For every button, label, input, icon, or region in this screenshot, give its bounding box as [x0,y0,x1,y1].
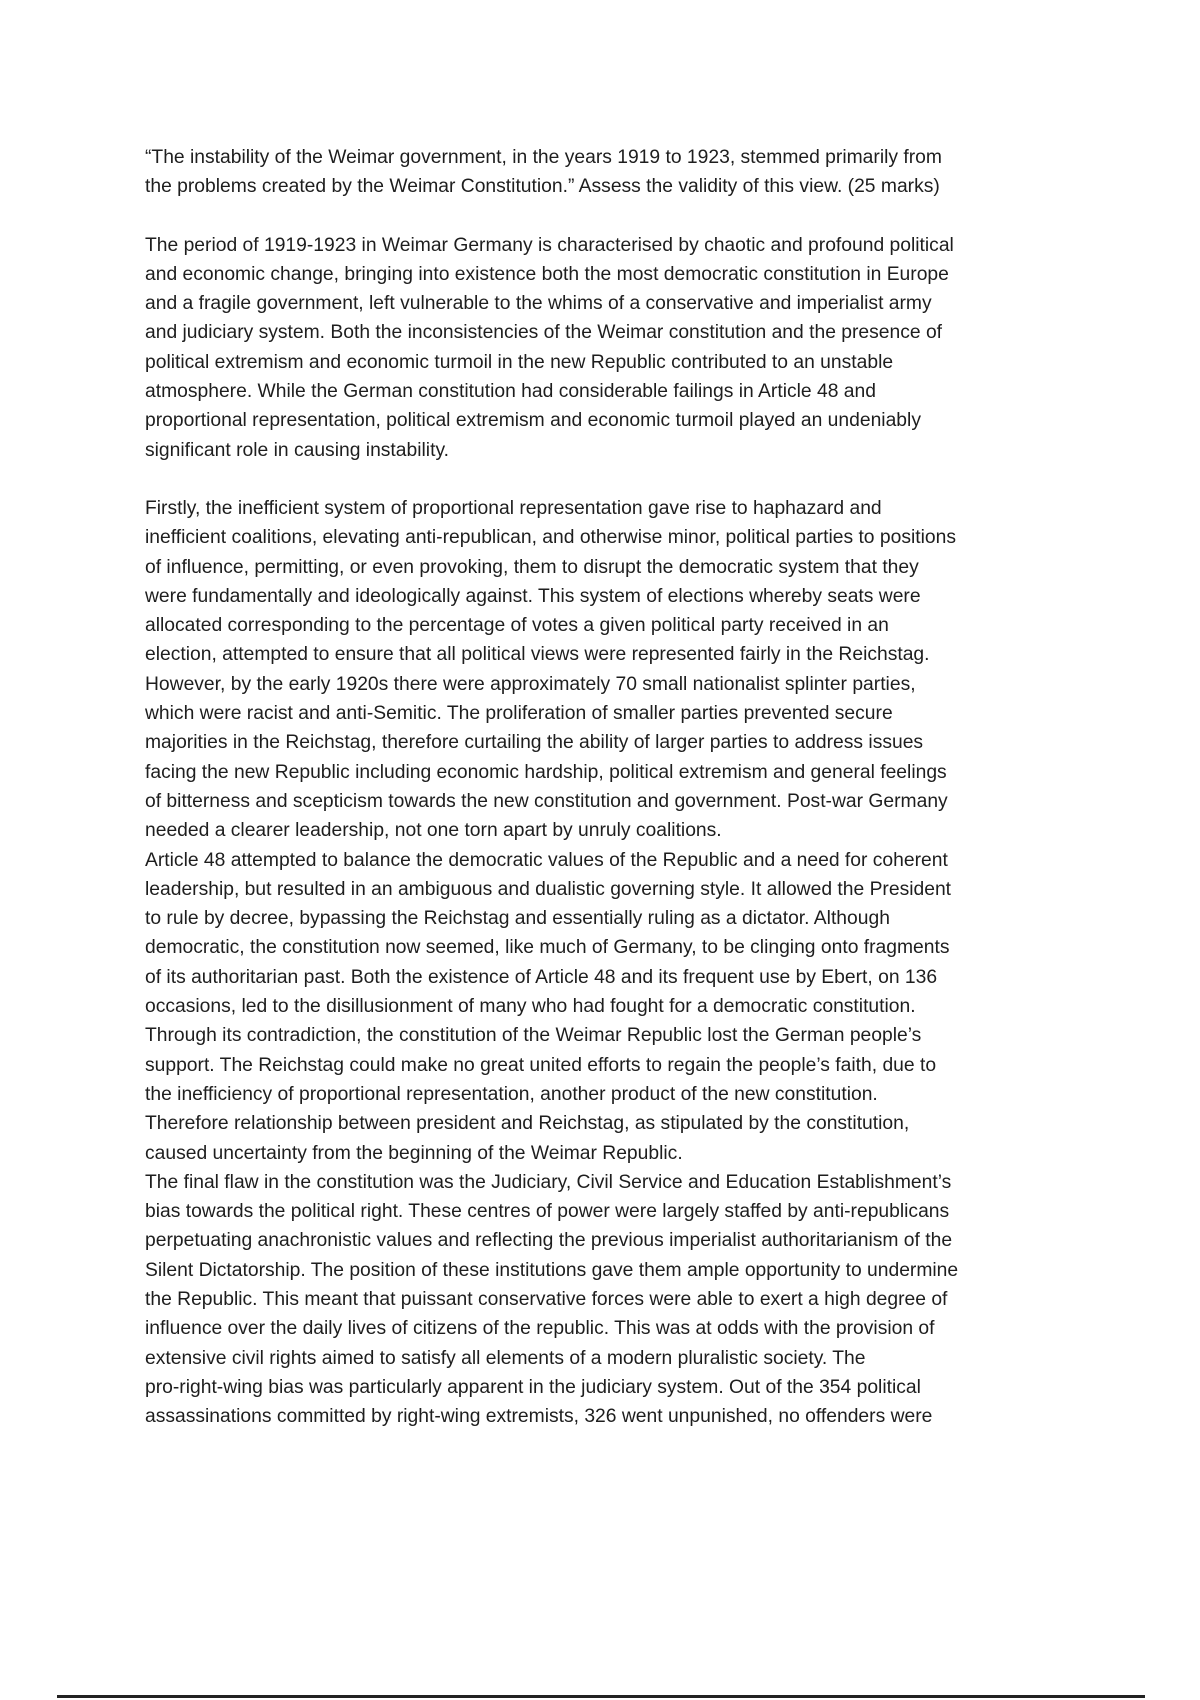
text-line: and economic change, bringing into existence both the most democratic constitution in Europe [145,263,949,285]
text-line: of its authoritarian past. Both the existence of Article 48 and its frequent use by Ebert, on 136 [145,966,938,988]
text-line: proportional representation, political extremism and economic turmoil played an undeniably [145,410,921,432]
text-line: facing the new Republic including economic hardship, political extremism and general feelings [145,761,947,783]
text-line: However, by the early 1920s there were approximately 70 small nationalist splinter parties, [145,673,916,695]
text-line: Therefore relationship between president and Reichstag, as stipulated by the constitution, [145,1113,910,1135]
text-line: Silent Dictatorship. The position of these institutions gave them ample opportunity to undermine [145,1259,959,1281]
text-line: support. The Reichstag could make no great united efforts to regain the people’s faith, due to [145,1054,937,1076]
page-bottom-rule [57,1695,1145,1698]
text-line: democratic, the constitution now seemed, like much of Germany, to be clinging onto fragments [145,937,950,959]
text-line: inefficient coalitions, elevating anti-republican, and otherwise minor, political parties to positions [145,527,956,549]
text-line: extensive civil rights aimed to satisfy all elements of a modern pluralistic society. The [145,1347,866,1369]
text-line: bias towards the political right. These centres of power were largely staffed by anti-republicans [145,1201,950,1223]
paragraph-gap [145,202,1085,231]
text-line: “The instability of the Weimar government, in the years 1919 to 1923, stemmed primarily from [145,147,942,168]
text-line: perpetuating anachronistic values and reflecting the previous imperialist authoritarianism of the [145,1230,953,1252]
text-line: and judiciary system. Both the inconsistencies of the Weimar constitution and the presence of [145,322,943,344]
text-line: occasions, led to the disillusionment of many who had fought for a democratic constitution. [145,996,916,1018]
document-page [145,143,1085,1431]
text-line: influence over the daily lives of citizens of the republic. This was at odds with the provision of [145,1318,935,1340]
text-line: The final flaw in the constitution was the Judiciary, Civil Service and Education Establishment’s [145,1171,952,1193]
text-line: the Republic. This meant that puissant conservative forces were able to exert a high degree of [145,1288,948,1310]
text-line: Article 48 attempted to balance the democratic values of the Republic and a need for coherent [145,849,948,871]
paragraph-gap [145,465,1085,494]
text-line: The period of 1919-1923 in Weimar Germany is characterised by chaotic and profound political [145,234,954,256]
text-line: election, attempted to ensure that all political views were represented fairly in the Reichstag. [145,644,930,666]
text-line: significant role in causing instability. [145,439,450,461]
text-line: were fundamentally and ideologically against. This system of elections whereby seats were [145,585,921,607]
body-paragraphs [145,494,1085,1432]
text-line: of influence, permitting, or even provoking, them to disrupt the democratic system that they [145,556,919,578]
text-line: atmosphere. While the German constitution had considerable failings in Article 48 and [145,381,876,403]
text-line: caused uncertainty from the beginning of the Weimar Republic. [145,1142,683,1164]
text-line: to rule by decree, bypassing the Reichstag and essentially ruling as a dictator. Although [145,908,890,930]
text-line: needed a clearer leadership, not one torn apart by unruly coalitions. [145,820,722,842]
text-line: leadership, but resulted in an ambiguous and dualistic governing style. It allowed the President [145,878,952,900]
text-line: assassinations committed by right-wing extremists, 326 went unpunished, no offenders were [145,1406,933,1428]
essay-question [145,143,1085,202]
text-line: of bitterness and scepticism towards the new constitution and government. Post-war Germany [145,790,948,812]
text-line: political extremism and economic turmoil in the new Republic contributed to an unstable [145,351,894,373]
text-line: majorities in the Reichstag, therefore curtailing the ability of larger parties to address issues [145,732,924,754]
text-line: allocated corresponding to the percentage of votes a given political party received in an [145,615,889,637]
text-line: which were racist and anti-Semitic. The proliferation of smaller parties prevented secure [145,703,893,725]
introduction-paragraph [145,231,1085,465]
text-line: pro-right-wing bias was particularly apparent in the judiciary system. Out of the 354 political [145,1376,921,1398]
text-line: Through its contradiction, the constitution of the Weimar Republic lost the German people’s [145,1025,922,1047]
text-line: and a fragile government, left vulnerable to the whims of a conservative and imperialist army [145,293,932,315]
text-line: the problems created by the Weimar Constitution.” Assess the validity of this view. (25 marks) [145,176,940,198]
text-line: Firstly, the inefficient system of proportional representation gave rise to haphazard and [145,497,882,519]
text-line: the inefficiency of proportional representation, another product of the new constitution. [145,1083,878,1105]
